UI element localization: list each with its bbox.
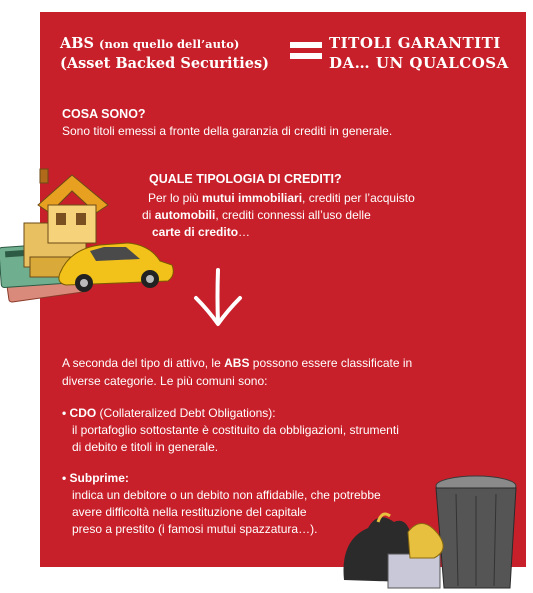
subprime-line-3: preso a prestito (i famosi mutui spazzatura…). [72,522,318,536]
cdo-heading: • CDO (Collateralized Debt Obligations): [62,406,276,420]
cdo-line-1: il portafoglio sottostante è costituito da obbligazioni, strumenti [72,423,399,437]
abs-title [60,34,269,73]
arrow-down-icon [190,268,246,330]
subprime-heading: • Subprime: [62,471,129,485]
trash-bin-icon [436,476,516,588]
cdo-line-2: di debito e titoli in generale. [72,440,219,454]
equals-sign-top [290,42,322,48]
types-line-1: Per lo più mutui immobiliari, crediti per l’acquisto [148,191,415,205]
abs-full: (Asset Backed Securities) [60,55,270,72]
bullet: • [62,471,67,485]
what-answer: Sono titoli emessi a fronte della garanzia di crediti in generale. [62,124,393,138]
trash-can-illustration [338,470,530,593]
types-question: QUALE TIPOLOGIA DI CREDITI? [149,172,342,186]
abs-definition [329,33,509,73]
categories-line-1: A seconda del tipo di attivo, le ABS possono essere classificate in [62,356,413,370]
abs-note: (non quello dell’auto) [99,37,240,51]
abs-main: ABS [60,35,94,52]
subprime-line-2: avere difficoltà nella restituzione del capitale [72,505,307,519]
bullet: • [62,406,67,420]
what-question: COSA SONO? [62,107,146,121]
definition-line-1: TITOLI GARANTITI [329,34,501,52]
definition-line-2: DA… UN QUALCOSA [329,54,509,72]
subprime-line-1: indica un debitore o un debito non affidabile, che potrebbe [72,488,381,502]
types-line-3: carte di credito… [152,225,251,239]
equals-sign-bottom [290,53,322,59]
categories-line-2: diverse categorie. Le più comuni sono: [62,374,268,388]
types-line-2: di automobili, crediti connessi all’uso delle [142,208,371,222]
